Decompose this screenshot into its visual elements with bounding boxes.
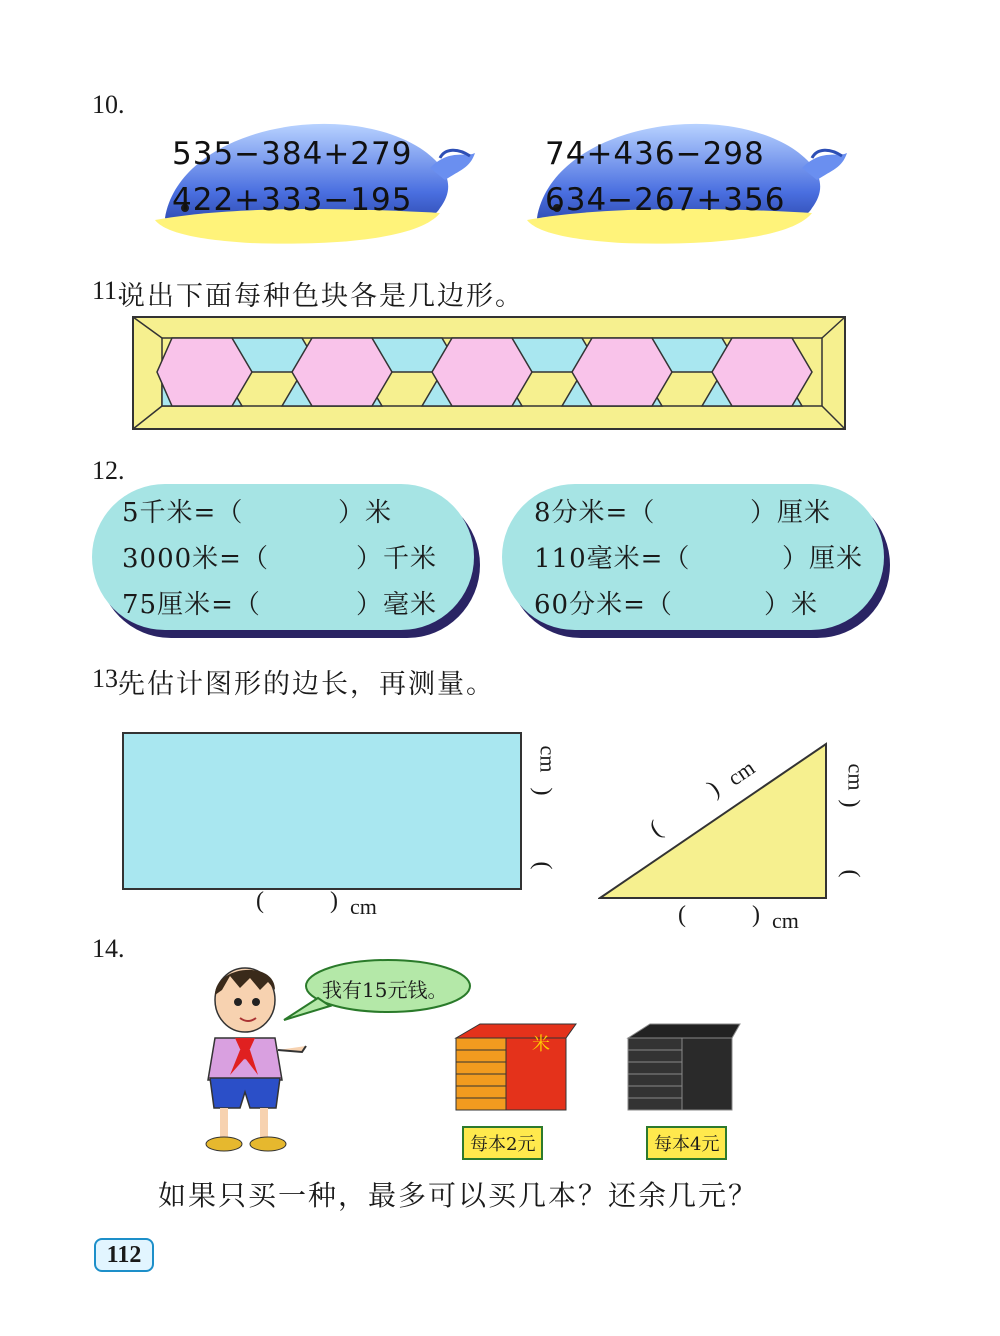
- conv-right-2-post: ）厘米: [782, 544, 864, 574]
- conv-left-3-pre: 75厘米=（: [122, 590, 261, 620]
- tri-side-unit: cm: [843, 763, 869, 791]
- tri-bottom-close-paren: ): [752, 902, 760, 928]
- question-13-title: 先估计图形的边长，再测量。: [118, 669, 495, 700]
- question-12-number: 12.: [92, 456, 125, 485]
- rect-side-open-paren: (: [529, 861, 556, 870]
- rect-bottom-open-paren: (: [256, 888, 264, 914]
- conv-right-1-post: ）厘米: [750, 498, 832, 528]
- conv-left-2-pre: 3000米=（: [122, 544, 269, 574]
- conv-right-3-post: ）米: [764, 590, 819, 620]
- tri-bottom-open-paren: (: [678, 902, 686, 928]
- tri-hyp-open-paren: (: [645, 816, 667, 843]
- speech-text: 我有15元钱。: [322, 978, 448, 1002]
- expr-10-3: 74+436−298: [545, 136, 765, 172]
- expr-10-2: 422+333−195: [172, 182, 413, 218]
- rectangle-shape: [122, 732, 522, 890]
- conv-right-1-pre: 8分米=（: [534, 498, 656, 528]
- conv-left-3-post: ）毫米: [356, 590, 438, 620]
- triangle-shape: [598, 742, 830, 900]
- rect-side-unit: cm: [535, 745, 561, 773]
- rect-side-close-paren: ): [529, 787, 556, 796]
- book-stack-black: [620, 1020, 750, 1120]
- conv-left-1-pre: 5千米=（: [122, 498, 244, 528]
- conv-right-3-pre: 60分米=（: [534, 590, 673, 620]
- tri-side-open-paren: (: [837, 869, 864, 878]
- question-13-number: 13.: [92, 664, 125, 693]
- conv-right-2-pre: 110毫米=（: [534, 544, 691, 574]
- question-11-number: 11.: [92, 276, 124, 305]
- rect-bottom-unit: cm: [350, 894, 377, 919]
- question-14-text: 如果只买一种，最多可以买几本？还余几元？: [158, 1179, 759, 1212]
- tri-hyp-close-paren: ): [703, 776, 725, 803]
- question-11-title: 说出下面每种色块各是几边形。: [118, 281, 524, 312]
- tri-hyp-unit: cm: [723, 754, 760, 791]
- book-stack-orange: [450, 1020, 580, 1120]
- conv-left-2-post: ）千米: [356, 544, 438, 574]
- page-number: 112: [94, 1238, 154, 1272]
- expr-10-4: 634−267+356: [545, 182, 786, 218]
- price-tag-orange: 每本2元: [462, 1126, 543, 1160]
- question-14-number: 14.: [92, 934, 125, 963]
- tri-bottom-unit: cm: [772, 908, 799, 933]
- rect-bottom-close-paren: ): [330, 888, 338, 914]
- tiling-strip: [132, 316, 848, 432]
- expr-10-1: 535−384+279: [172, 136, 413, 172]
- question-10-number: 10.: [92, 90, 125, 119]
- conv-left-1-post: ）米: [338, 498, 393, 528]
- tri-side-close-paren: ): [837, 799, 864, 808]
- price-tag-black: 每本4元: [646, 1126, 727, 1160]
- svg-text:米: 米: [532, 1034, 550, 1055]
